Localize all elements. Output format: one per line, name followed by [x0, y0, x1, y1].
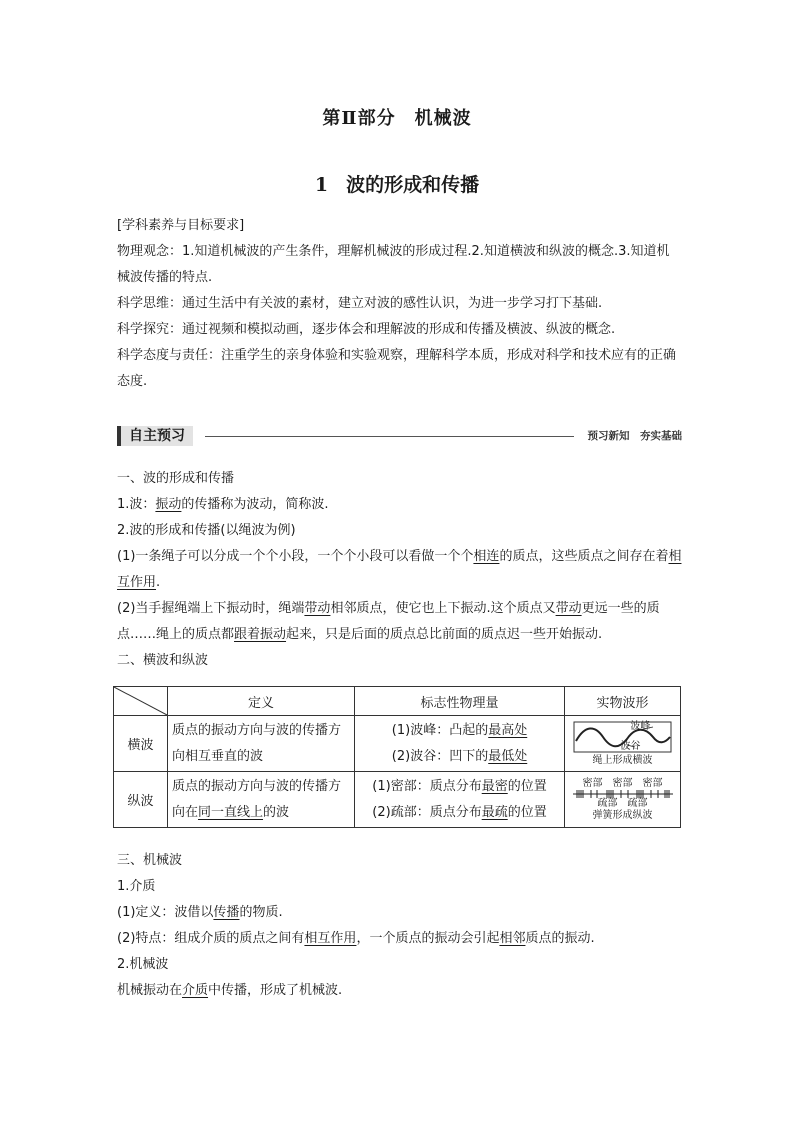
underlined-answer: 同一直线上 [198, 804, 264, 820]
lesson-number: 1 [314, 174, 329, 196]
col-header-quantity: 标志性物理量 [355, 687, 565, 716]
transverse-crest-line [359, 718, 560, 744]
text: 1.波： [117, 497, 156, 512]
text: 质点的振动. [525, 931, 595, 946]
goal-scientific-inquiry: 科学探究：通过视频和模拟动画，逐步体会和理解波的形成和传播及横波、纵波的概念. [117, 322, 616, 337]
longitudinal-dense-line [359, 774, 560, 800]
underlined-answer: 介质 [182, 983, 209, 998]
text: (1)一条绳子可以分成一个个小段，一个个小段可以看做一个个 [117, 549, 474, 564]
diagonal-line [114, 687, 167, 715]
longitudinal-caption: 弹簧形成纵波 [592, 809, 653, 821]
transverse-definition: 质点的振动方向与波的传播方向相互垂直的波 [168, 716, 355, 772]
rope-wave-diagram [573, 719, 673, 769]
col-header-waveform: 实物波形 [565, 687, 681, 716]
text: (2)特点：组成介质的质点之间有 [117, 931, 305, 946]
goals-header: [学科素养与目标要求] [117, 218, 245, 233]
banner-divider [205, 436, 574, 437]
goal-scientific-thinking: 科学思维：通过生活中有关波的素材，建立对波的感性认识，为进一步学习打下基础. [117, 296, 603, 311]
crest-label: 波峰 [630, 720, 651, 732]
underlined-answer: 振动 [155, 497, 182, 512]
text: (1)定义：波借以 [117, 905, 214, 920]
sparse-labels: 疏部 疏部 [597, 797, 648, 809]
underlined-answer: 相邻 [499, 931, 526, 946]
goal-attitude: 科学态度与责任：注重学生的亲身体验和实验观察，理解科学本质，形成对科学和技术应有的正确态度. [117, 348, 677, 389]
section-mechanical-wave [117, 848, 682, 1004]
part-title: 第Ⅱ部分 机械波 [322, 108, 472, 129]
section1-item2: 2.波的形成和传播(以绳波为例) [117, 523, 296, 538]
lesson-name: 波的形成和传播 [346, 174, 480, 196]
dense-labels: 密部 密部 密部 [582, 777, 663, 789]
transverse-caption: 绳上形成横波 [592, 754, 653, 766]
section3-medium-feature [117, 926, 682, 952]
section3-mech-def [117, 978, 682, 1004]
text: 的质点，这些质点之间存在着 [499, 549, 669, 564]
text: (2)波谷：凹下的 [391, 748, 489, 764]
text: 相邻质点，使它也上下振动.这个质点又 [330, 601, 556, 616]
table-corner-cell [114, 687, 168, 716]
text: (2)当手握绳端上下振动时，绳端 [117, 601, 305, 616]
text: . [156, 575, 161, 590]
underlined-answer: 带动 [304, 601, 331, 616]
longitudinal-definition [168, 772, 355, 828]
underlined-answer: 最疏 [481, 804, 508, 820]
trough-label: 波谷 [620, 740, 641, 752]
table-header-row [114, 687, 681, 716]
text: 的波 [263, 804, 290, 820]
transverse-trough-line [359, 744, 560, 770]
text: (1)波峰：凸起的 [391, 722, 489, 738]
underlined-answer: 传播 [213, 905, 240, 920]
text: 起来，只是后面的质点总比前面的质点迟一些开始振动. [286, 627, 603, 642]
section-wave-formation [117, 466, 682, 674]
text: 的传播称为波动，简称波. [181, 497, 329, 512]
text: (1)密部：质点分布 [372, 778, 482, 794]
transverse-quantities [355, 716, 565, 772]
text: 的位置 [507, 804, 547, 820]
text: 机械振动在 [117, 983, 183, 998]
longitudinal-sparse-line [359, 800, 560, 826]
text: ，一个质点的振动会引起 [356, 931, 500, 946]
underlined-answer: 最密 [481, 778, 508, 794]
section1-item4 [117, 596, 682, 648]
underlined-answer: 相互作用 [117, 549, 682, 590]
self-study-banner [117, 425, 682, 447]
spring-coil-svg [573, 790, 673, 798]
text: (2)疏部：质点分布 [372, 804, 482, 820]
longitudinal-wave-figure [565, 772, 681, 828]
text: 质点的振动方向与波的传播方向在 [172, 778, 342, 820]
section2-heading: 二、横波和纵波 [117, 653, 209, 668]
underlined-answer: 带动 [555, 601, 582, 616]
row-label-longitudinal: 纵波 [114, 772, 168, 828]
goal-physics-concept: 物理观念：1.知道机械波的产生条件，理解机械波的形成过程.2.知道横波和纵波的概念.3.知道机械波传播的特点. [117, 244, 670, 285]
underlined-answer: 最低处 [488, 748, 528, 764]
spring-wave-diagram [573, 778, 673, 822]
text: 中传播，形成了机械波. [208, 983, 343, 998]
text: 的物质. [239, 905, 283, 920]
wave-types-table [113, 686, 681, 828]
underlined-answer: 最高处 [488, 722, 528, 738]
banner-slogan: 预习新知 夯实基础 [587, 430, 682, 442]
section1-heading: 一、波的形成和传播 [117, 471, 235, 486]
col-header-definition: 定义 [168, 687, 355, 716]
text: 更远一些的质点……绳上的质点都 [117, 601, 660, 642]
table-row-longitudinal [114, 772, 681, 828]
longitudinal-quantities [355, 772, 565, 828]
section3-medium: 1.介质 [117, 879, 156, 894]
section3-mech-wave: 2.机械波 [117, 957, 169, 972]
text: 的位置 [507, 778, 547, 794]
lesson-title [0, 170, 794, 197]
underlined-answer: 相连 [473, 549, 500, 564]
table-row-transverse [114, 716, 681, 772]
section3-heading: 三、机械波 [117, 853, 183, 868]
row-label-transverse: 横波 [114, 716, 168, 772]
section1-item1 [117, 492, 682, 518]
banner-label: 自主预习 [117, 426, 193, 446]
section3-medium-def [117, 900, 682, 926]
underlined-answer: 相互作用 [304, 931, 357, 946]
transverse-wave-figure [565, 716, 681, 772]
section1-item3 [117, 544, 682, 596]
goals-section [117, 213, 682, 395]
underlined-answer: 跟着振动 [234, 627, 287, 642]
